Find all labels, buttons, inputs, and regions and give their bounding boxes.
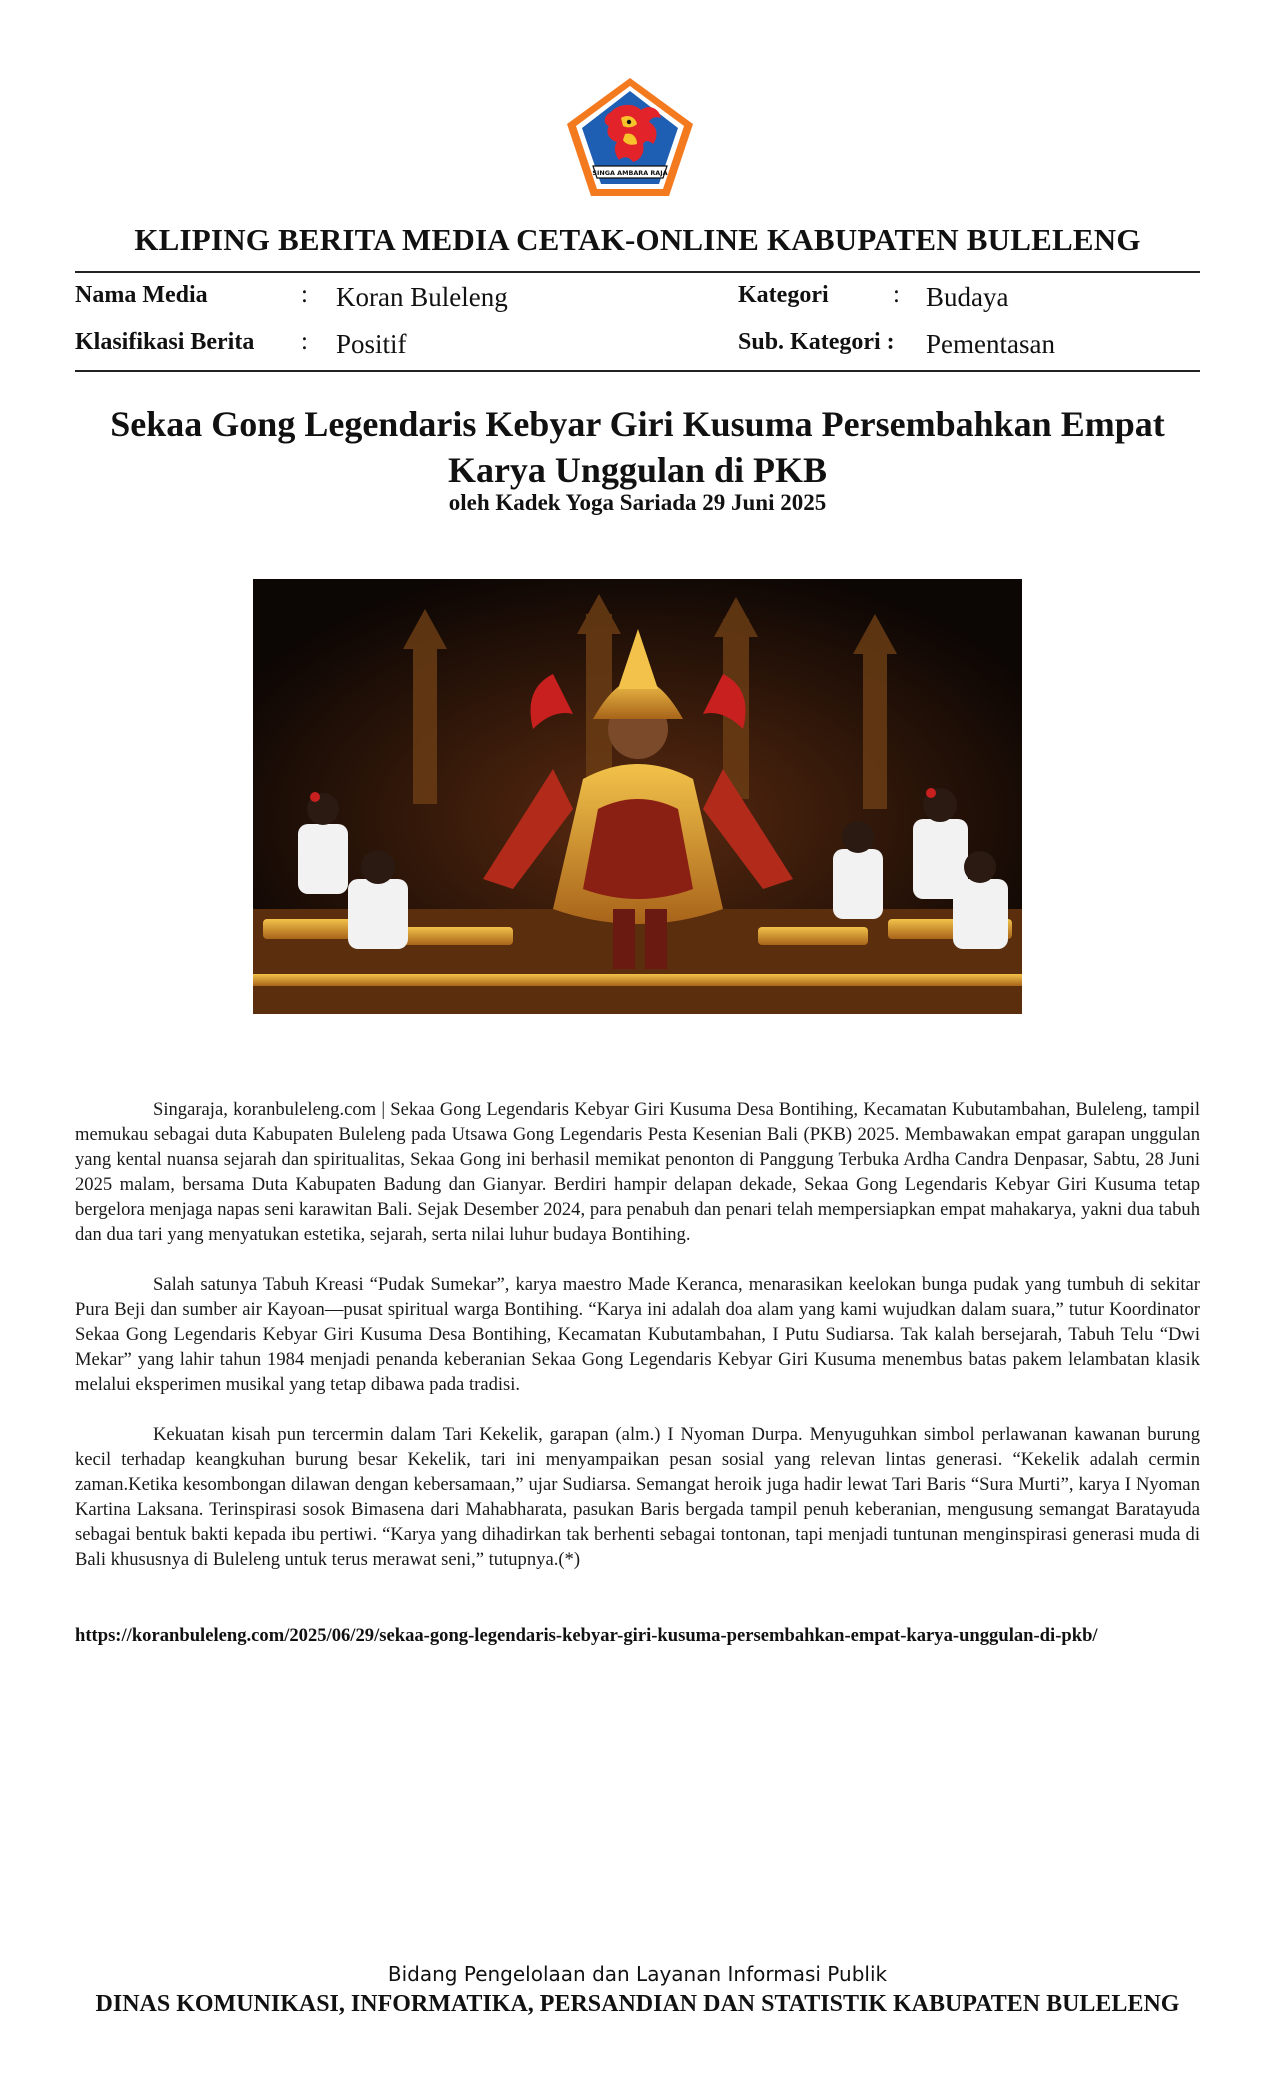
article-byline: oleh Kadek Yoga Sariada 29 Juni 2025 xyxy=(448,490,827,515)
header-divider-bottom xyxy=(75,370,1200,372)
subcategory-value: Pementasan xyxy=(926,329,1055,359)
category-value: Budaya xyxy=(926,282,1009,312)
article-photo xyxy=(253,579,1022,1014)
article-paragraph: Singaraja, koranbuleleng.com | Sekaa Gong Legendaris Kebyar Giri Kusuma Desa Bontihing, Kecamatan Kubutambahan, Buleleng, tampil memukau sebagai duta Kabupaten Buleleng pada Utsawa Gong Legendaris Pesta Kesenian Bali (PKB) 2025. Membawakan empat garapan unggulan yang kental nuansa sejarah dan spiritualitas, Sekaa Gong ini berhasil memikat penonton di Panggung Terbuka Ardha Candra Denpasar, Sabtu, 28 Juni 2025 malam, bersama Duta Kabupaten Badung dan Gianyar. Berdiri hampir delapan dekade, Sekaa Gong Legendaris Kebyar Giri Kusuma tetap bergelora menjaga napas seni karawitan Bali. Sejak Desember 2024, para penabuh dan penari telah mempersiapkan empat mahakarya, yakni dua tabuh dan dua tari yang menyatukan estetika, sejarah, serta nilai luhur budaya Bontihing. xyxy=(75,1099,1200,1245)
media-name-label: Nama Media xyxy=(75,282,208,308)
category-colon: : xyxy=(893,281,900,308)
subcategory-label: Sub. Kategori : xyxy=(738,329,895,355)
article-paragraph: Kekuatan kisah pun tercermin dalam Tari Kekelik, garapan (alm.) I Nyoman Durpa. Menyuguhkan simbol perlawanan kawanan burung kecil terhadap keangkuhan burung besar Kekelik, tari ini menyampaikan pesan sosial yang relevan lintas generasi. “Kekelik adalah cermin zaman.Ketika kesombongan dilawan dengan kebersamaan,” ujar Sudiarsa. Semangat heroik juga hadir lewat Tari Baris “Sura Murti”, karya I Nyoman Kartina Laksana. Terinspirasi sosok Bimasena dari Mahabharata, pasukan Baris bergada tampil penuh keberanian, mengusung semangat Baratayuda sebagai bentuk bakti kepada ibu pertiwi. “Karya yang dihadirkan tak berhenti sebagai tontonan, tapi menjadi tuntunan menginspirasi generasi muda di Bali khususnya di Buleleng untuk terus merawat seni,” tutupnya.(*) xyxy=(75,1424,1200,1570)
buleleng-emblem-logo xyxy=(563,74,697,200)
classification-label: Klasifikasi Berita xyxy=(75,329,255,355)
classification-colon: : xyxy=(301,328,308,355)
clipping-header-title: KLIPING BERITA MEDIA CETAK-ONLINE KABUPATEN BULELENG xyxy=(134,222,1141,257)
footer-division: Bidang Pengelolaan dan Layanan Informasi Publik xyxy=(387,1962,888,1986)
article-paragraph: Salah satunya Tabuh Kreasi “Pudak Sumekar”, karya maestro Made Keranca, menarasikan keelokan bunga pudak yang tumbuh di sekitar Pura Beji dan sumber air Kayoan—pusat spiritual warga Bontihing. “Karya ini adalah doa alam yang kami wujudkan dalam suara,” tutur Koordinator Sekaa Gong Legendaris Kebyar Giri Kusuma Desa Bontihing, Kecamatan Kubutambahan, I Putu Sudiarsa. Tak kalah bersejarah, Tabuh Telu “Dwi Mekar” yang lahir tahun 1984 menjadi penanda keberanian Sekaa Gong Legendaris Kebyar Giri Kusuma menembus batas pakem lelambatan klasik melalui eksperimen musikal yang tetap dibawa pada tradisi. xyxy=(75,1274,1200,1395)
emblem-motto: SINGA AMBARA RAJA xyxy=(592,169,668,177)
article-title: Sekaa Gong Legendaris Kebyar Giri Kusuma Persembahkan Empat Karya Unggulan di PKB xyxy=(110,404,1165,490)
media-name-value: Koran Buleleng xyxy=(336,282,508,312)
performance-photo-illustration xyxy=(253,579,1022,1014)
classification-value: Positif xyxy=(336,329,407,359)
footer-agency: DINAS KOMUNIKASI, INFORMATIKA, PERSANDIAN DAN STATISTIK KABUPATEN BULELENG xyxy=(95,1991,1180,2017)
media-name-colon: : xyxy=(301,281,308,308)
header-divider-top xyxy=(75,271,1200,273)
category-label: Kategori xyxy=(738,282,829,308)
article-body xyxy=(75,1097,1200,1597)
article-source-link[interactable]: https://koranbuleleng.com/2025/06/29/sekaa-gong-legendaris-kebyar-giri-kusuma-persembahkan-empat-karya-unggulan-di-pkb/ xyxy=(75,1625,1098,1646)
